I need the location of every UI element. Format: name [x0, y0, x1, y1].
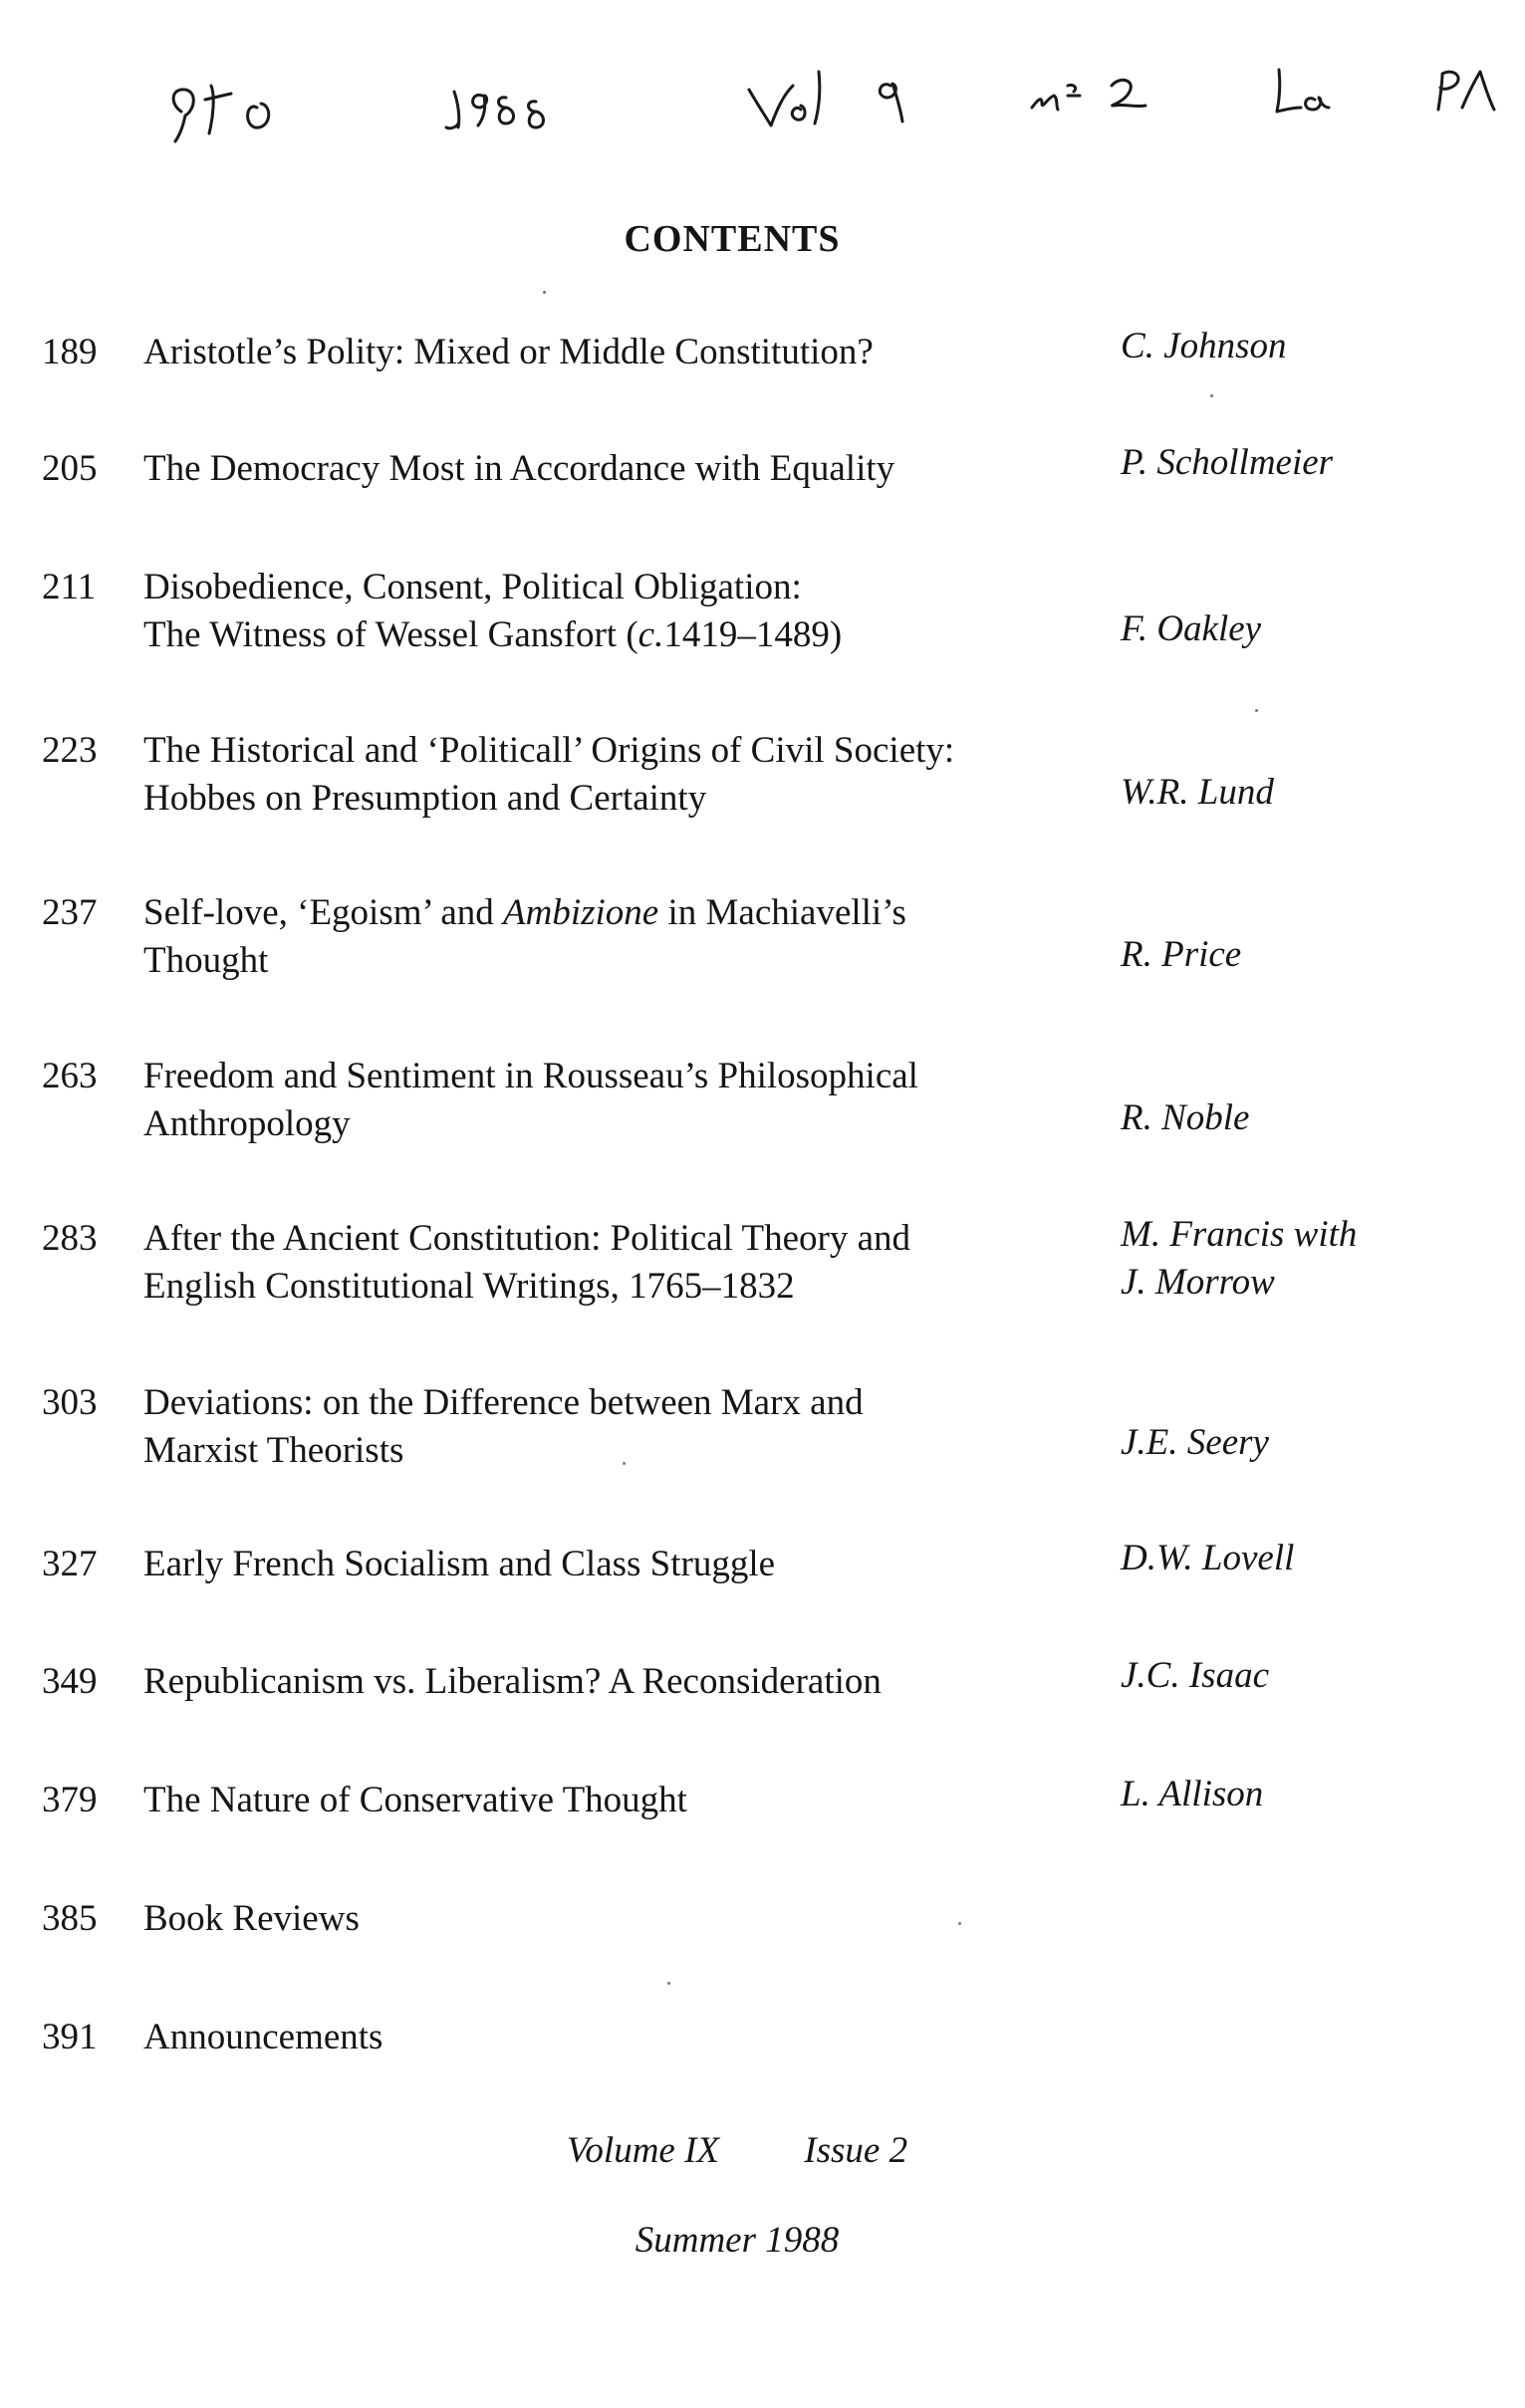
page-number: 189: [42, 332, 98, 372]
title-text: in Machiavelli’s: [658, 892, 906, 933]
author-line: R. Price: [1121, 934, 1242, 975]
article-author: [1121, 1535, 1479, 1582]
title-italic-text: Ambizione: [503, 892, 659, 933]
title-line: Hobbes on Presumption and Certainty: [143, 778, 707, 819]
volume-issue-line: [0, 2129, 1474, 2172]
season-label: Summer 1988: [635, 2220, 840, 2261]
page-number: 385: [42, 1898, 98, 1939]
title-line: Thought: [143, 940, 269, 981]
title-text: The Witness of Wessel Gansfort (: [143, 614, 638, 655]
author-line: W.R. Lund: [1121, 772, 1274, 813]
author-line: R. Noble: [1121, 1097, 1250, 1138]
author-line: F. Oakley: [1121, 608, 1262, 649]
handwritten-pa: [1438, 72, 1494, 110]
article-author: [1121, 931, 1479, 979]
page-number: 379: [42, 1780, 98, 1820]
page-number: 237: [42, 892, 98, 933]
article-author: [1121, 1419, 1479, 1467]
article-author: [1121, 1211, 1479, 1307]
article-title: [143, 445, 1120, 493]
article-author: [1121, 1094, 1479, 1142]
scan-speck: [958, 1922, 961, 1925]
title-line: The Nature of Conservative Thought: [143, 1780, 687, 1820]
volume-label: Volume IX: [566, 2130, 720, 2171]
title-line: Early French Socialism and Class Struggle: [143, 1544, 776, 1584]
title-line: Republicanism vs. Liberalism? A Reconsideration: [143, 1661, 882, 1702]
title-line: Deviations: on the Difference between Marx and: [143, 1382, 864, 1423]
scan-speck: [1210, 394, 1213, 397]
article-author: [1121, 439, 1479, 487]
author-line: P. Schollmeier: [1121, 442, 1334, 483]
title-line: Book Reviews: [143, 1898, 360, 1939]
page-number: 391: [42, 2017, 98, 2057]
contents-heading: CONTENTS: [624, 218, 841, 260]
title-line: Anthropology: [143, 1103, 351, 1144]
title-line: After the Ancient Constitution: Political Theory and: [143, 1218, 911, 1259]
handwritten-number-2: [1032, 80, 1145, 110]
title-text: 1419–1489): [663, 614, 843, 655]
page-number: 223: [42, 730, 98, 771]
article-title: [143, 1541, 1120, 1588]
scan-speck: [543, 291, 546, 294]
page-number: 211: [42, 567, 97, 607]
article-title: [143, 1215, 1120, 1311]
article-title: [143, 1379, 1120, 1475]
article-title: [143, 2014, 1120, 2061]
author-line: J. Morrow: [1121, 1262, 1275, 1303]
page-number: 263: [42, 1056, 98, 1096]
scan-speck: [1255, 709, 1258, 712]
handwritten-910: [173, 86, 269, 141]
title-line: Freedom and Sentiment in Rousseau’s Philosophical: [143, 1056, 918, 1096]
page-number: 205: [42, 448, 98, 489]
article-title: [143, 564, 1120, 659]
author-line: J.C. Isaac: [1121, 1655, 1269, 1696]
title-line: Marxist Theorists: [143, 1430, 404, 1471]
author-line: C. Johnson: [1121, 326, 1287, 366]
title-line: Announcements: [143, 2017, 383, 2057]
title-line: [143, 611, 1120, 659]
author-line: J.E. Seery: [1121, 1422, 1269, 1463]
handwritten-1988: [446, 92, 544, 128]
title-line: The Democracy Most in Accordance with Equality: [143, 448, 895, 489]
article-title: [143, 1895, 1120, 1943]
article-title: [143, 727, 1120, 823]
article-author: [1121, 605, 1479, 653]
article-author: [1121, 323, 1479, 370]
issue-label: Issue 2: [804, 2130, 908, 2171]
page-number: 349: [42, 1661, 98, 1702]
author-line: M. Francis with: [1121, 1214, 1358, 1255]
title-line: Disobedience, Consent, Political Obligation:: [143, 567, 802, 607]
article-title: [143, 1053, 1120, 1148]
page-number: 327: [42, 1544, 98, 1584]
handwritten-la: [1277, 70, 1329, 112]
scan-speck: [623, 1462, 626, 1465]
handwritten-vol-9: [749, 72, 902, 125]
article-title: [143, 889, 1120, 985]
page-number: 283: [42, 1218, 98, 1259]
article-author: [1121, 1652, 1479, 1700]
title-line: Aristotle’s Polity: Mixed or Middle Constitution?: [143, 332, 874, 372]
title-line: English Constitutional Writings, 1765–1832: [143, 1266, 795, 1307]
scan-speck: [667, 1982, 670, 1985]
article-title: [143, 1777, 1120, 1824]
title-italic-text: c.: [637, 614, 664, 655]
article-title: [143, 329, 1120, 376]
article-author: [1121, 769, 1479, 817]
title-text: Self-love, ‘Egoism’ and: [143, 892, 504, 933]
article-title: [143, 1658, 1120, 1706]
title-line: [143, 889, 1120, 937]
handwritten-annotations: [0, 0, 1525, 179]
author-line: L. Allison: [1121, 1774, 1264, 1814]
author-line: D.W. Lovell: [1121, 1538, 1295, 1578]
page-number: 303: [42, 1382, 98, 1423]
article-author: [1121, 1771, 1479, 1818]
title-line: The Historical and ‘Politicall’ Origins of Civil Society:: [143, 730, 955, 771]
